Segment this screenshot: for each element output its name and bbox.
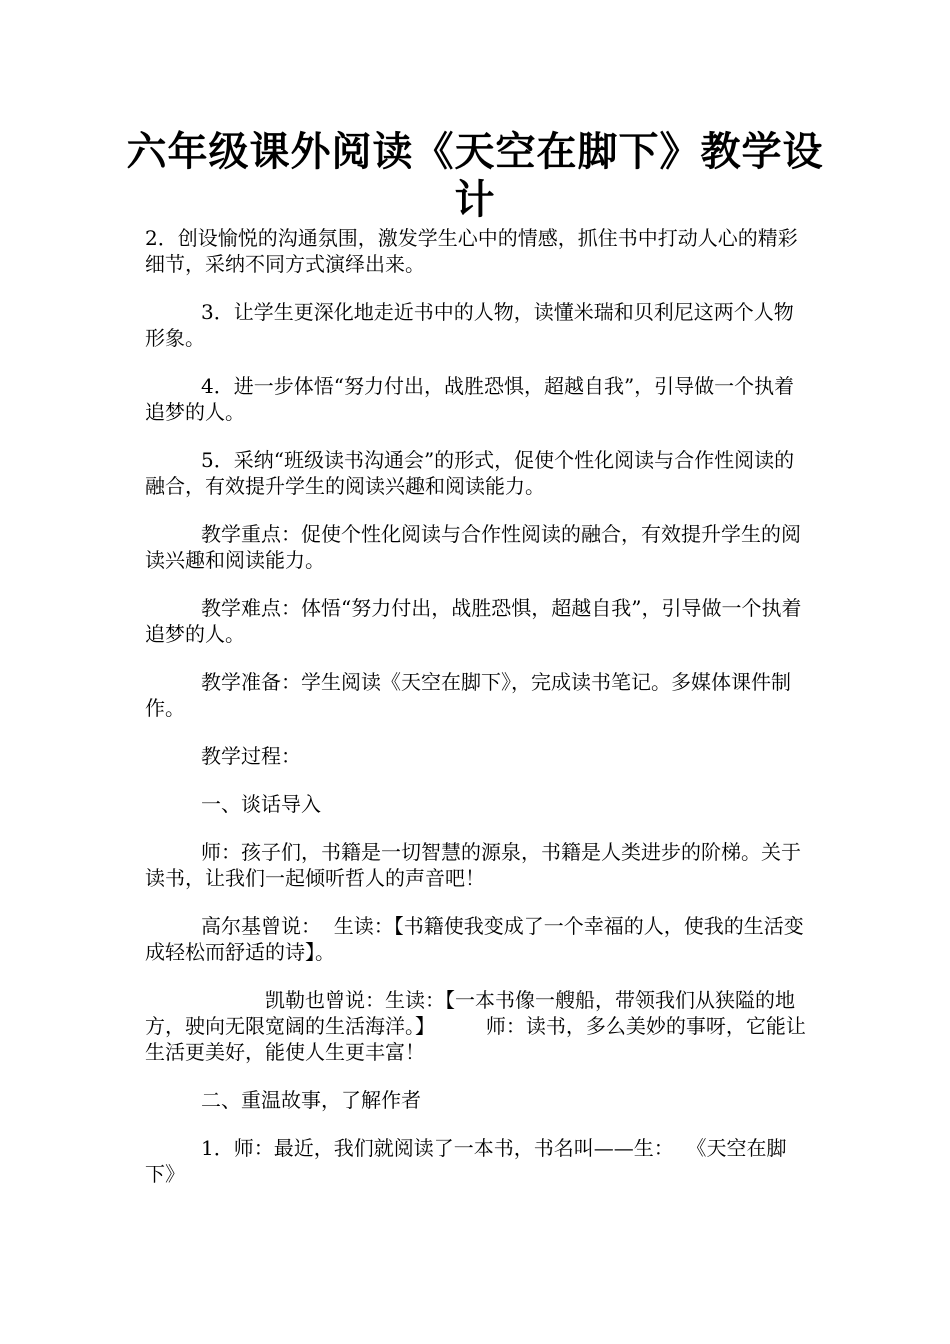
paragraph-objective-4: 4．进一步体悟“努力付出，战胜恐惧，超越自我”，引导做一个执着追梦的人。 [145,374,795,424]
document-title: 六年级课外阅读《天空在脚下》教学设计 [126,128,824,223]
paragraph-teaching-preparation: 教学准备：学生阅读《天空在脚下》，完成读书笔记。多媒体课件制作。 [145,670,791,720]
paragraph-book-title: 1．师：最近，我们就阅读了一本书，书名叫——生： 《天空在脚下》 [145,1136,787,1186]
section-heading-review: 二、重温故事，了解作者 [201,1088,421,1112]
section-heading-intro: 一、谈话导入 [201,792,321,816]
paragraph-teaching-process: 教学过程： [201,744,301,768]
paragraph-teacher-intro: 师：孩子们，书籍是一切智慧的源泉，书籍是人类进步的阶梯。关于读书，让我们一起倾听哲人的声音吧！ [145,840,801,890]
paragraph-teaching-focus: 教学重点：促使个性化阅读与合作性阅读的融合，有效提升学生的阅读兴趣和阅读能力。 [145,522,801,572]
paragraph-objective-3: 3．让学生更深化地走近书中的人物，读懂米瑞和贝利尼这两个人物形象。 [145,300,794,350]
paragraph-gorky-quote: 高尔基曾说： 生读：【书籍使我变成了一个幸福的人，使我的生活变成轻松而舒适的诗】。 [145,914,804,964]
paragraph-objective-2: 2．创设愉悦的沟通氛围，激发学生心中的情感，抓住书中打动人心的精彩细节，采纳不同方式演绎出来。 [145,226,798,276]
paragraph-teaching-difficulty: 教学难点：体悟“努力付出，战胜恐惧，超越自我”，引导做一个执着追梦的人。 [145,596,802,646]
document-body [145,225,810,1209]
paragraph-keller-quote: 凯勒也曾说：生读：【一本书像一艘船，带领我们从狭隘的地方，驶向无限宽阔的生活海洋。】 师：读书，多么美妙的事呀，它能让生活更美好，能使人生更丰富！ [145,988,806,1064]
paragraph-objective-5: 5．采纳“班级读书沟通会”的形式，促使个性化阅读与合作性阅读的融合，有效提升学生的阅读兴趣和阅读能力。 [145,448,795,498]
